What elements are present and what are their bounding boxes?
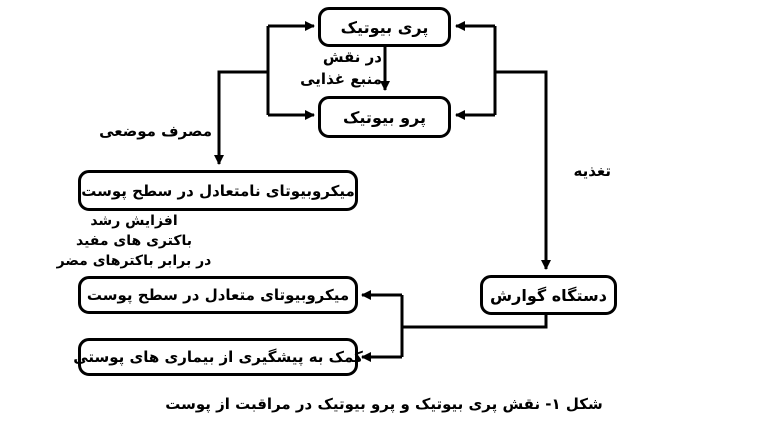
digestive-output-line <box>402 315 546 327</box>
figure-caption: شکل ۱- نقش پری بیوتیک و پرو بیوتیک در مراقبت از پوست <box>165 395 603 413</box>
node-disease-prevention: کمک به پیشگیری از بیماری های پوستی <box>78 338 358 376</box>
edge-label-food-source-line1: در نقش <box>322 48 382 66</box>
edge-label-food-source-line2: منبع غذایی <box>300 70 382 88</box>
edge-label-growth-line2: باکتری های مفید <box>76 233 192 249</box>
edge-label-growth-line3: در برابر باکترهای مضر <box>56 253 212 269</box>
edge-label-food-source <box>272 46 382 90</box>
edge-label-topical-use: مصرف موضعی <box>99 122 212 140</box>
node-probiotic: پرو بیوتیک <box>318 96 451 138</box>
node-balanced-microbiota: میکروبیوتای متعادل در سطح پوست <box>78 276 358 314</box>
edge-label-growth-line1: افزایش رشد <box>90 213 178 229</box>
edge-label-nutrition: تغذیه <box>573 162 611 180</box>
edge-label-bacteria-growth <box>54 211 214 271</box>
node-digestive-system: دستگاه گوارش <box>480 275 617 315</box>
arrow-nutrition-to-digestive <box>495 72 546 269</box>
arrow-topical-to-imbalanced <box>219 72 268 164</box>
node-imbalanced-microbiota: میکروبیوتای نامتعادل در سطح پوست <box>78 170 358 211</box>
node-prebiotic: پری بیوتیک <box>318 7 451 47</box>
